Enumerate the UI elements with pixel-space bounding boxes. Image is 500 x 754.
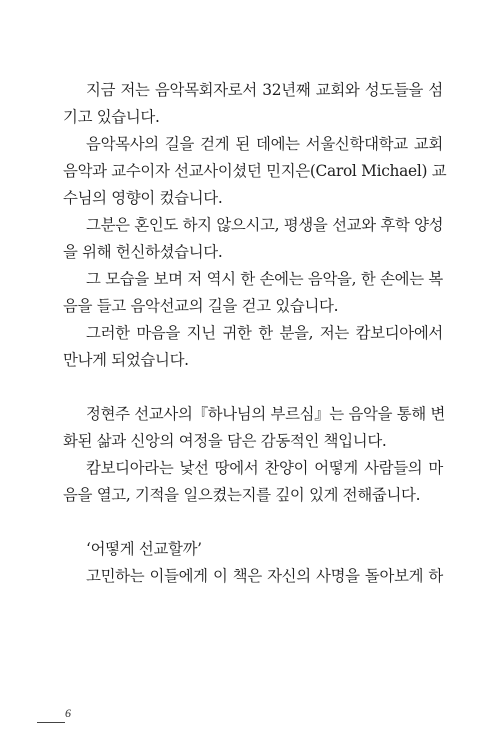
text-line: 기고 있습니다. (63, 108, 160, 126)
text-line: 음악목사의 길을 걷게 된 데에는 서울신학대학교 교회 (86, 135, 443, 153)
text-line: 캄보디아라는 낯선 땅에서 찬양이 어떻게 사람들의 마 (86, 459, 443, 477)
text-line: 음악과 교수이자 선교사이셨던 민지은(Carol Michael) 교 (63, 162, 447, 180)
text-line: 고민하는 이들에게 이 책은 자신의 사명을 돌아보게 하 (86, 567, 443, 585)
text-line: 그러한 마음을 지닌 귀한 한 분을, 저는 캄보디아에서 (86, 324, 443, 342)
text-line: 음을 열고, 기적을 일으켰는지를 깊이 있게 전해줍니다. (63, 486, 421, 504)
text-line: 그분은 혼인도 하지 않으시고, 평생을 선교와 후학 양성 (86, 216, 444, 234)
text-line: ‘어떻게 선교할까’ (86, 540, 202, 558)
footer-rule (37, 722, 65, 723)
page-footer (37, 706, 77, 724)
text-line: 을 위해 헌신하셨습니다. (63, 243, 223, 261)
text-line: 화된 삶과 신앙의 여정을 담은 감동적인 책입니다. (63, 432, 387, 450)
page-number: 6 (65, 706, 71, 720)
text-line: 음을 들고 음악선교의 길을 걷고 있습니다. (63, 297, 339, 315)
text-line: 만나게 되었습니다. (63, 351, 189, 369)
text-line: 지금 저는 음악목회자로서 32년째 교회와 성도들을 섬 (86, 81, 443, 99)
text-line: 수님의 영향이 컸습니다. (63, 189, 223, 207)
text-line: 정현주 선교사의『하나님의 부르심』는 음악을 통해 변 (86, 405, 446, 423)
text-line: 그 모습을 보며 저 역시 한 손에는 음악을, 한 손에는 복 (86, 270, 443, 288)
